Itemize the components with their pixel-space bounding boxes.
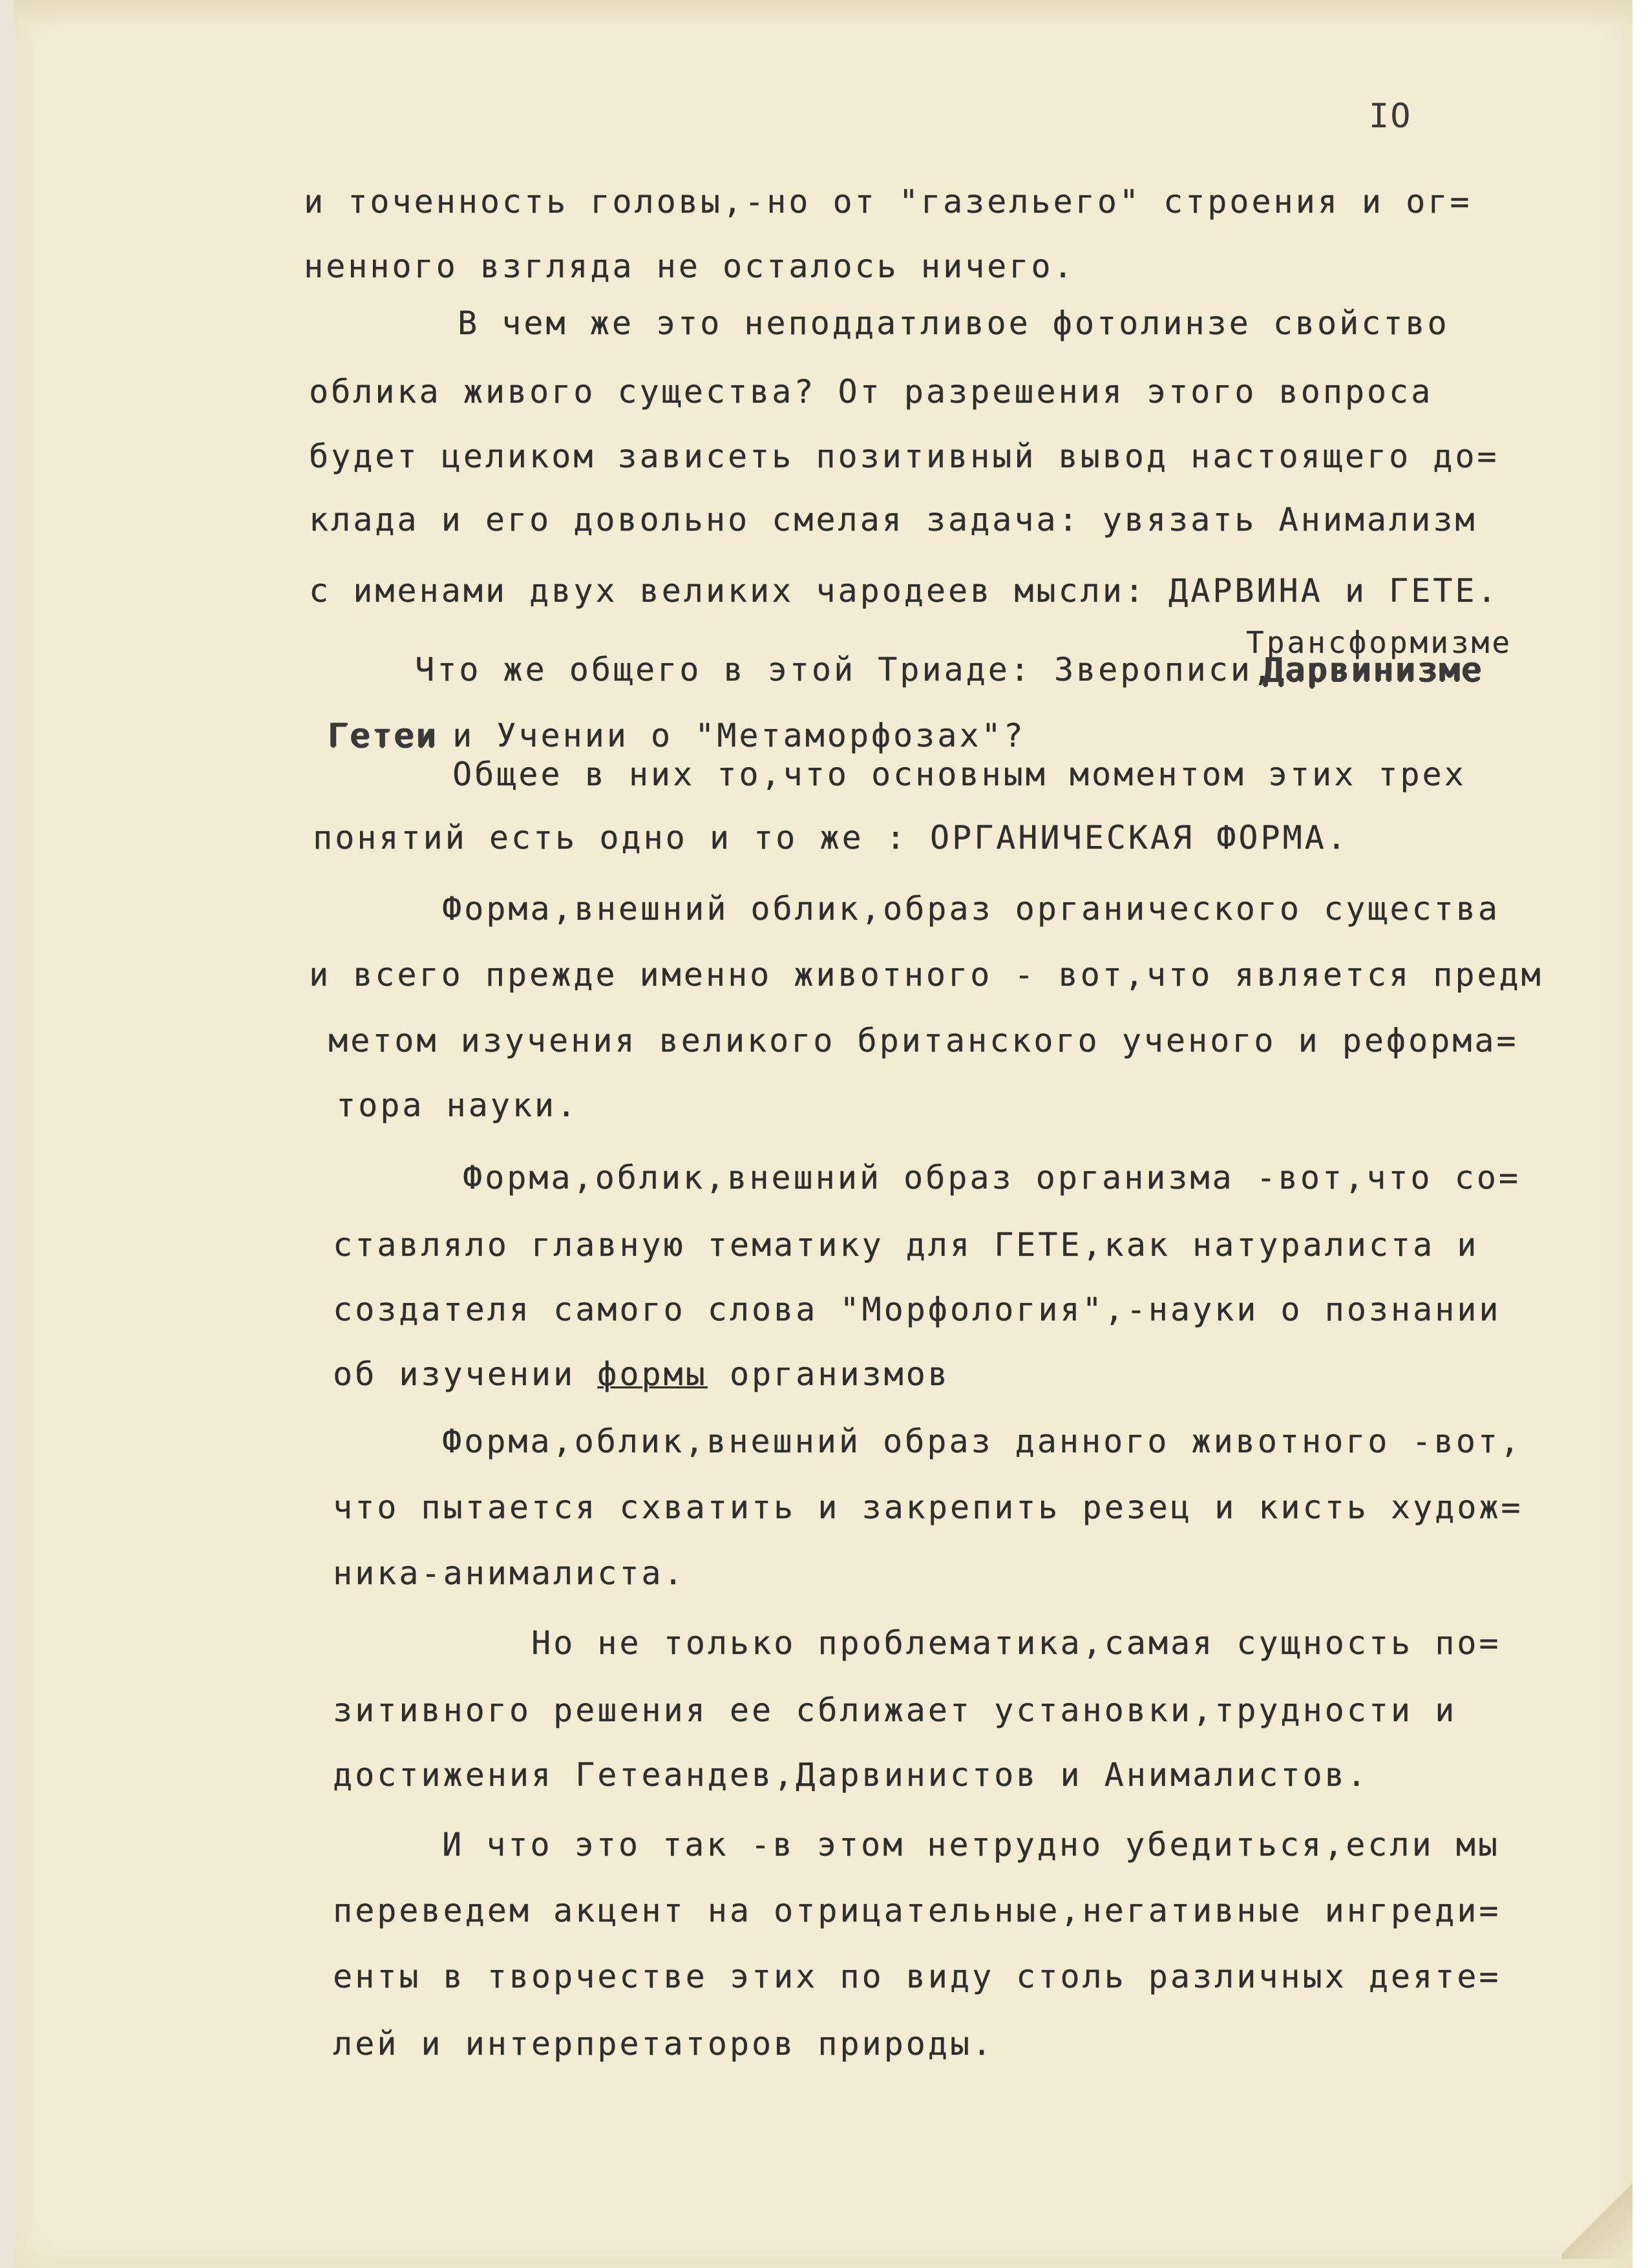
text-line: тора науки. xyxy=(336,1086,579,1124)
text-line: будет целиком зависеть позитивный вывод настоящего до= xyxy=(309,438,1499,475)
text-line: метом изучения великого британского ученого и реформа= xyxy=(328,1022,1519,1059)
text-line: Форма,облик,внешний образ организма -вот,что со= xyxy=(463,1159,1521,1196)
text-line: Но не только проблематика,самая сущность по= xyxy=(531,1624,1501,1662)
text-line: что пытается схватить и закрепить резец и кисть худож= xyxy=(333,1489,1523,1526)
folded-corner xyxy=(1561,2181,1632,2259)
text-line: и Учении о "Метаморфозах"? xyxy=(452,717,1026,754)
text-line: переведем акцент на отрицательные,негативные ингреди= xyxy=(333,1892,1501,1929)
struck-out-word: Гетеи xyxy=(328,717,439,754)
text-line: енты в творчестве этих по виду столь различных деяте= xyxy=(333,1958,1501,1995)
text-segment: об изучении xyxy=(333,1355,598,1393)
text-line: В чем же это неподдатливое фотолинзе свойство xyxy=(458,304,1450,342)
underlined-word: формы xyxy=(597,1355,708,1393)
text-line: Что же общего в этой Триаде: Зверописи, xyxy=(415,651,1274,688)
text-line: зитивного решения ее сближает установки,трудности и xyxy=(333,1691,1457,1729)
scan-left-margin xyxy=(0,0,14,2268)
text-line: Общее в них то,что основным моментом этих трех xyxy=(452,756,1466,793)
text-line: Форма,внешний облик,образ органического существа xyxy=(442,890,1500,927)
page-number: IO xyxy=(1369,97,1412,136)
text-line: лей и интерпретаторов природы. xyxy=(333,2025,995,2062)
text-line: ника-анималиста. xyxy=(333,1554,686,1592)
text-line: создателя самого слова "Морфология",-науки о познании xyxy=(333,1291,1501,1328)
text-line: облика живого существа? От разрешения этого вопроса xyxy=(309,373,1433,410)
text-line: клада и его довольно смелая задача: увязать Анимализм xyxy=(309,501,1477,538)
text-line: И что это так -в этом нетрудно убедиться,если мы xyxy=(442,1826,1500,1863)
text-line: Форма,облик,внешний образ данного животного -вот, xyxy=(442,1423,1523,1460)
paper-top-edge xyxy=(14,0,1632,26)
struck-out-word: Дарвинизме xyxy=(1263,651,1484,688)
text-line: понятий есть одно и то же : ОРГАНИЧЕСКАЯ ФОРМА. xyxy=(313,819,1349,856)
text-line: с именами двух великих чародеев мысли: ДАРВИНА и ГЕТЕ. xyxy=(309,572,1499,609)
text-line: ненного взгляда не осталось ничего. xyxy=(304,248,1075,285)
handwritten-insertion: Трансформизме xyxy=(1246,625,1513,660)
text-line xyxy=(333,1355,950,1394)
text-line: ставляло главную тематику для ГЕТЕ,как натуралиста и xyxy=(333,1226,1479,1264)
text-line: достижения Гетеандев,Дарвинистов и Анималистов. xyxy=(333,1756,1369,1794)
text-line: и точенность головы,-но от "газельего" строения и ог= xyxy=(304,183,1472,220)
text-segment: организмов xyxy=(707,1355,950,1393)
text-line: и всего прежде именно животного - вот,что является предм xyxy=(309,956,1543,993)
